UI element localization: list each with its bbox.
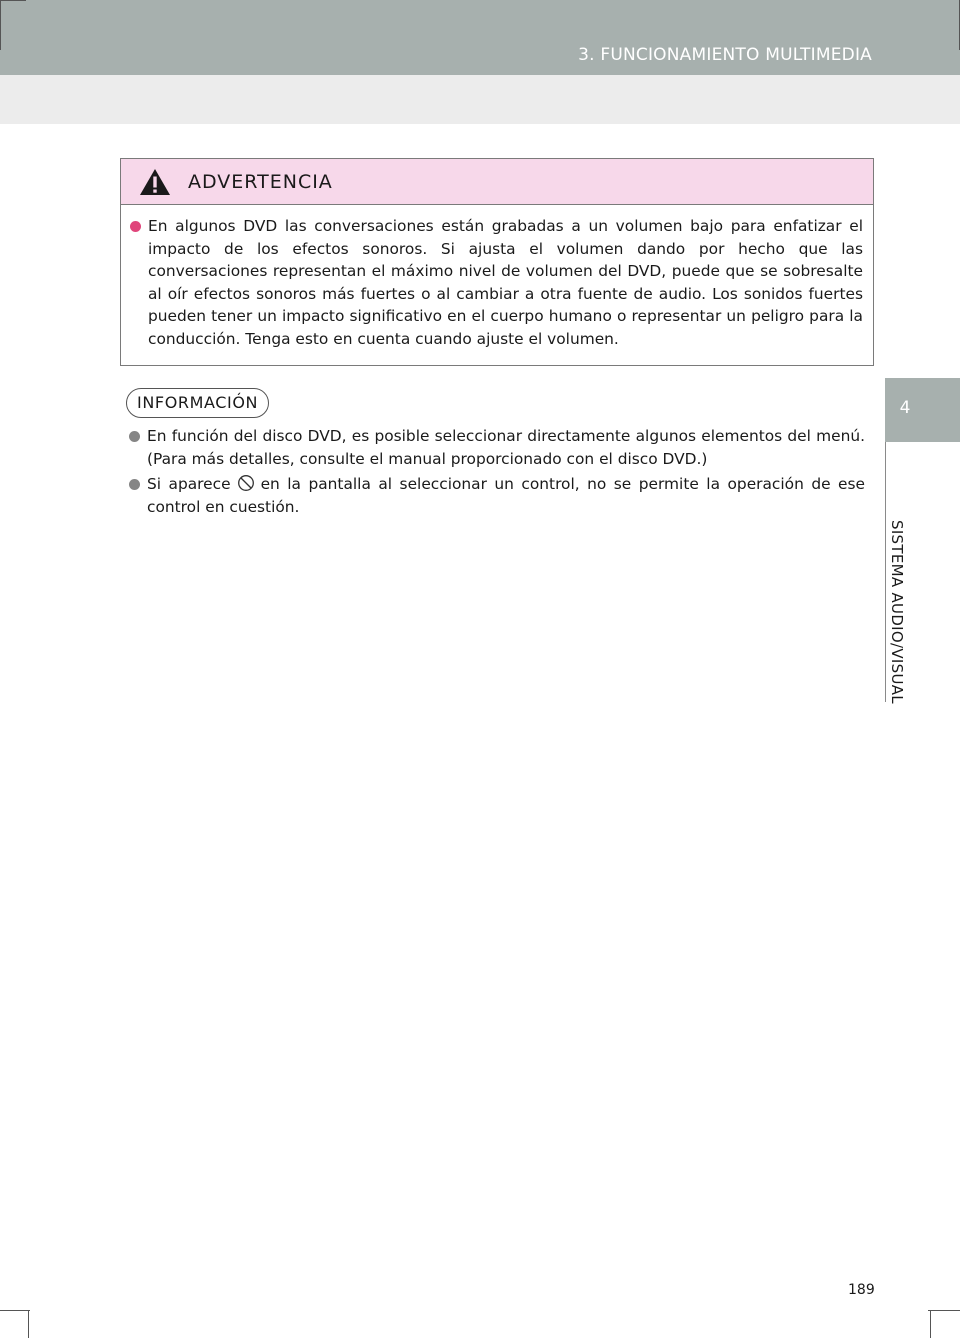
- warning-triangle-icon: [139, 168, 171, 196]
- chapter-title: 3. FUNCIONAMIENTO MULTIMEDIA: [578, 45, 872, 65]
- bullet-icon: [129, 479, 140, 490]
- warning-text: En algunos DVD las conversaciones están grabadas a un volumen bajo para enfatizar el impacto de los efectos sonoros. Si ajusta el volumen dando por hecho que las conversaciones representan el máximo nivel de volumen del DVD, puede que se sobresalte al oír efectos sonoros más fuertes o al cambiar a otra fuente de audio. Los sonidos fuertes pueden tener un impacto significativo en el cuerpo humano o representar un peligro para la conducción. Tenga esto en cuenta cuando ajuste el volumen.: [148, 217, 863, 348]
- prohibited-icon: [237, 474, 255, 492]
- bullet-icon: [129, 431, 140, 442]
- chapter-side-label: SISTEMA AUDIO/VISUAL: [888, 520, 906, 704]
- info-label: INFORMACIÓN: [126, 388, 269, 418]
- crop-mark: [928, 1310, 960, 1311]
- crop-mark: [0, 1310, 30, 1311]
- crop-mark: [0, 0, 26, 1]
- page-number: 189: [848, 1282, 875, 1298]
- warning-box: [120, 158, 874, 366]
- bullet-icon: [130, 221, 141, 232]
- info-text-part: Si aparece: [147, 475, 231, 493]
- chapter-tab[interactable]: [885, 378, 960, 442]
- list-item: [147, 425, 865, 470]
- side-divider: [885, 442, 886, 702]
- info-text: [147, 473, 865, 518]
- info-text-part: en la pantalla al seleccionar un control, no se permite la operación de ese control en cuestión.: [147, 475, 865, 516]
- crop-mark: [28, 1310, 29, 1338]
- warning-header: [121, 159, 873, 205]
- header-subbar: [0, 75, 960, 124]
- crop-mark: [930, 1310, 931, 1338]
- warning-title: ADVERTENCIA: [188, 171, 333, 193]
- list-item: [147, 473, 865, 518]
- crop-mark: [0, 0, 1, 50]
- warning-body: [121, 205, 873, 351]
- info-text: En función del disco DVD, es posible seleccionar directamente algunos elementos del menú. (Para más detalles, consulte el manual proporcionado con el disco DVD.): [147, 427, 865, 468]
- chapter-number: 4: [899, 398, 911, 418]
